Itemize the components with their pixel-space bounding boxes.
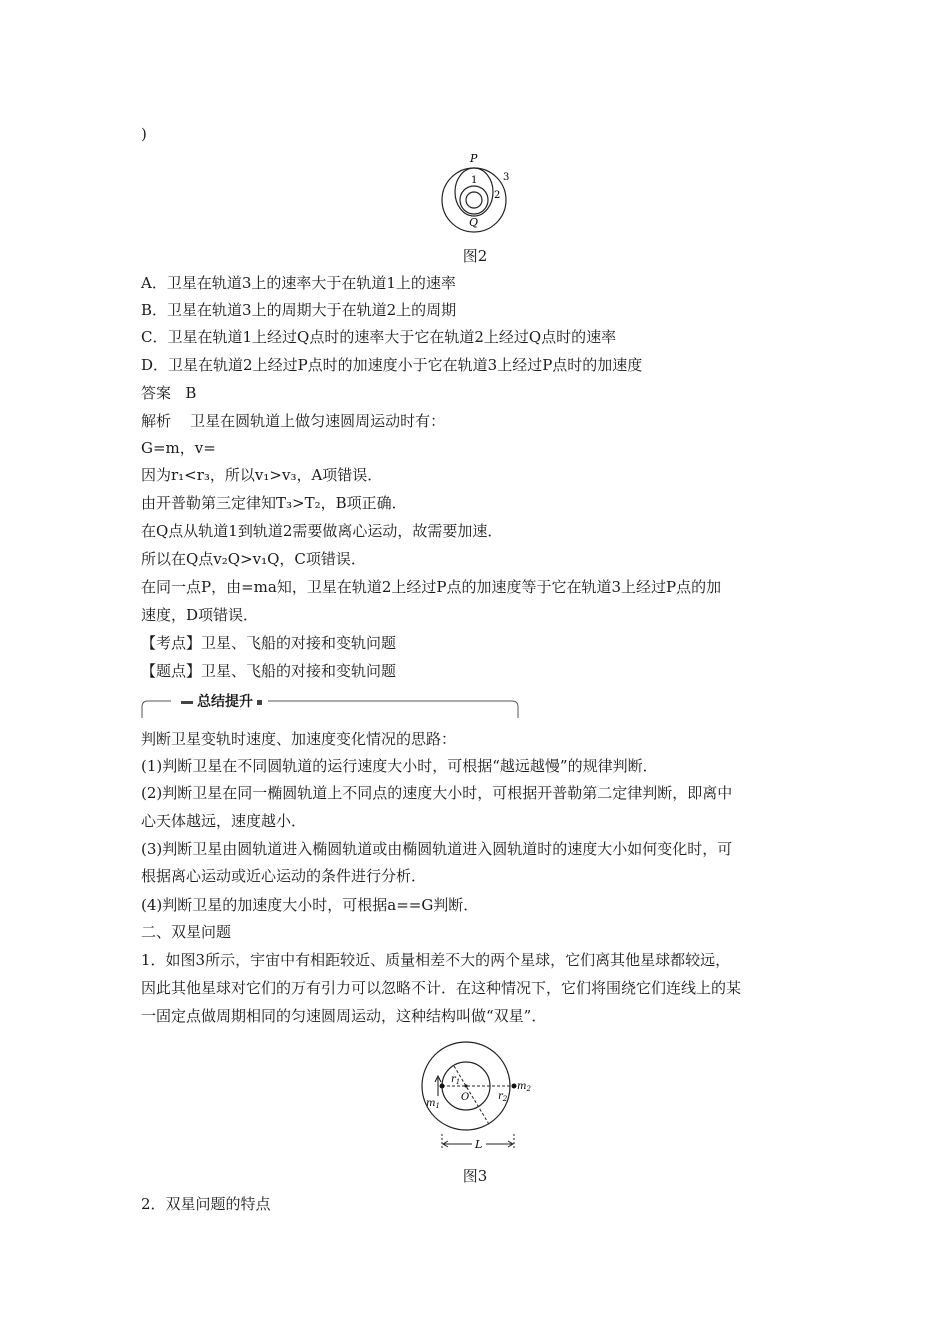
tidian-line: 【题点】卫星、飞船的对接和变轨问题 bbox=[141, 662, 397, 680]
analysis-line-5a: 在同一点P，由=ma知，卫星在轨道2上经过P点的加速度等于它在轨道3上经过P点的加 bbox=[141, 578, 722, 596]
analysis-line-1: 因为r₁<r₃，所以v₁>v₃，A项错误． bbox=[141, 466, 383, 484]
summary-p2b: 心天体越远，速度越小． bbox=[141, 812, 307, 830]
center-O-dot bbox=[465, 1085, 468, 1088]
option-b: B．卫星在轨道3上的周期大于在轨道2上的周期 bbox=[141, 301, 457, 319]
figure-3-binary-stars bbox=[418, 1038, 538, 1162]
label-3: 3 bbox=[503, 172, 510, 183]
section2-p1c: 一固定点做周期相同的匀速圆周运动，这种结构叫做“双星”． bbox=[141, 1007, 547, 1025]
answer-value: B bbox=[185, 384, 197, 402]
figure-3-caption: 图3 bbox=[462, 1167, 488, 1185]
analysis-label: 解析 bbox=[141, 412, 172, 430]
analysis-line-2: 由开普勒第三定律知T₃>T₂，B项正确． bbox=[141, 494, 407, 512]
option-d: D．卫星在轨道2上经过P点时的加速度小于它在轨道3上经过P点时的加速度 bbox=[141, 356, 643, 374]
analysis-line-5b: 速度，D项错误． bbox=[141, 606, 259, 624]
summary-p1: (1)判断卫星在不同圆轨道的运行速度大小时，可根据“越远越慢”的规律判断． bbox=[141, 757, 658, 775]
label-P: P bbox=[470, 152, 478, 165]
central-body bbox=[466, 192, 482, 208]
star-m2 bbox=[512, 1084, 517, 1089]
summary-p2a: (2)判断卫星在同一椭圆轨道上不同点的速度大小时，可根据开普勒第二定律判断，即离中 bbox=[141, 784, 733, 802]
label-r2: $r_2$ bbox=[498, 1091, 508, 1103]
label-1: 1 bbox=[471, 175, 478, 186]
label-O: O bbox=[461, 1092, 470, 1103]
figure-2-orbits bbox=[436, 150, 516, 236]
figure-2-caption: 图2 bbox=[462, 247, 488, 265]
label-r1: $r_1$ bbox=[451, 1074, 461, 1086]
star-m1 bbox=[440, 1084, 445, 1089]
summary-square-icon bbox=[257, 700, 262, 705]
label-m1: $m_1$ bbox=[426, 1098, 440, 1110]
answer-label: 答案 bbox=[141, 384, 172, 402]
label-m2: $m_2$ bbox=[517, 1081, 531, 1093]
label-2: 2 bbox=[494, 190, 501, 201]
analysis-line-4: 所以在Q点v₂Q>v₁Q，C项错误． bbox=[141, 550, 366, 568]
summary-p3b: 根据离心运动或近心运动的条件进行分析． bbox=[141, 867, 427, 885]
label-Q: Q bbox=[469, 216, 479, 229]
analysis-intro: 卫星在圆轨道上做匀速圆周运动时有： bbox=[190, 412, 446, 430]
analysis-intro-line bbox=[141, 411, 445, 431]
option-c: C．卫星在轨道1上经过Q点时的速率大于它在轨道2上经过Q点时的速率 bbox=[141, 328, 617, 346]
summary-title-wrap bbox=[171, 693, 268, 711]
answer-line bbox=[141, 383, 196, 403]
summary-p3a: (3)判断卫星由圆轨道进入椭圆轨道或由椭圆轨道进入圆轨道时的速度大小如何变化时，可 bbox=[141, 840, 733, 858]
summary-left-bar-icon bbox=[181, 701, 193, 704]
summary-title: 总结提升 bbox=[197, 694, 253, 710]
analysis-line-3: 在Q点从轨道1到轨道2需要做离心运动，故需要加速． bbox=[141, 522, 503, 540]
summary-p4: (4)判断卫星的加速度大小时，可根据a==G判断． bbox=[141, 896, 479, 914]
label-L: L bbox=[475, 1138, 483, 1151]
diagonal-line bbox=[454, 1066, 490, 1126]
section2-p2: 2．双星问题的特点 bbox=[141, 1195, 271, 1213]
section2-p1a: 1．如图3所示，宇宙中有相距较近、质量相差不大的两个星球，它们离其他星球都较远， bbox=[141, 951, 731, 969]
analysis-formula: G=m，v= bbox=[141, 439, 216, 457]
summary-box bbox=[141, 693, 519, 719]
orbit-1-circle bbox=[460, 186, 488, 214]
option-a: A．卫星在轨道3上的速率大于在轨道1上的速率 bbox=[141, 274, 456, 292]
section2-p1b: 因此其他星球对它们的万有引力可以忽略不计．在这种情况下，它们将围绕它们连线上的某 bbox=[141, 979, 742, 997]
kaodian-line: 【考点】卫星、飞船的对接和变轨问题 bbox=[141, 634, 397, 652]
closing-paren: ) bbox=[141, 125, 147, 143]
section2-heading: 二、双星问题 bbox=[141, 923, 232, 941]
summary-intro: 判断卫星变轨时速度、加速度变化情况的思路： bbox=[141, 730, 457, 748]
